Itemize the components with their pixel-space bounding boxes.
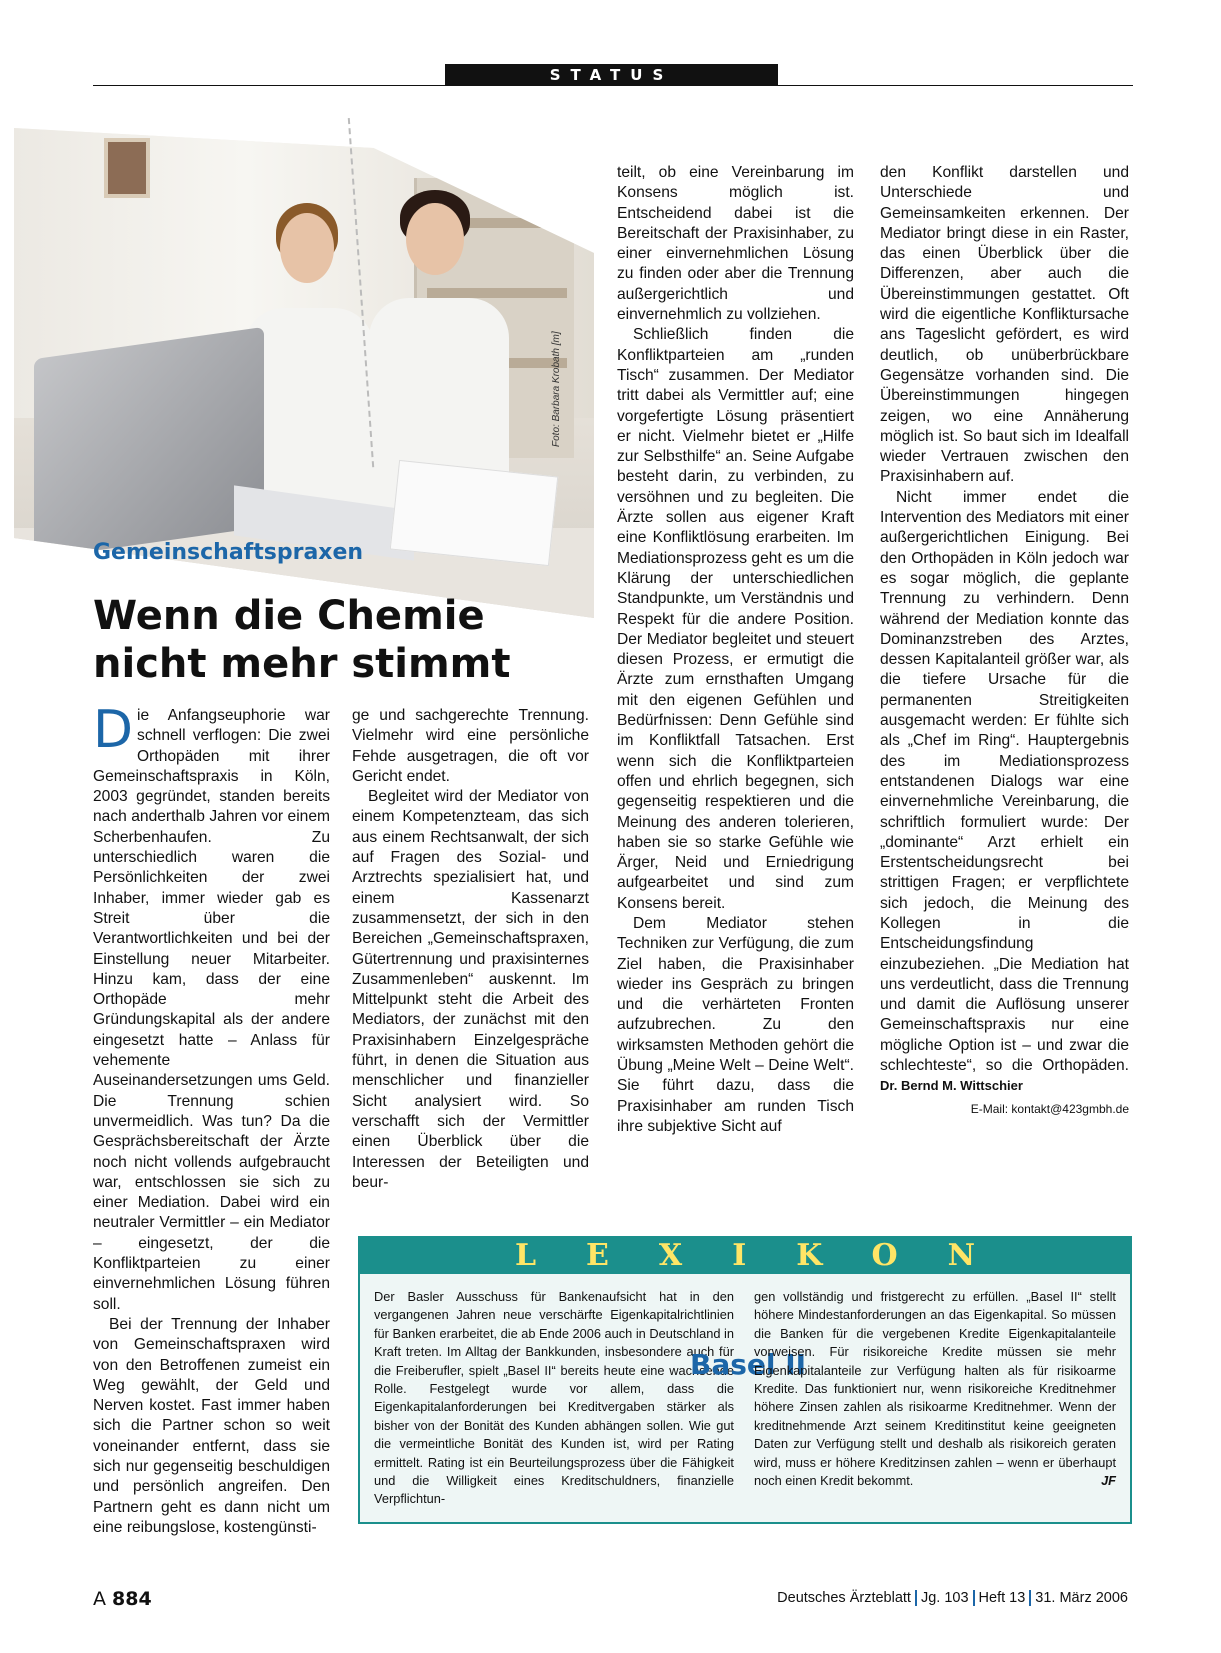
paragraph: den Konflikt darstellen und Unterschiede und Gemeinsamkeiten erkennen. Der Mediator bringt diese in ein Raster, das einen Überblick über die Differenzen, aber auch die Übereinstimmungen gestattet. Oft wird die eigentliche Konfliktursache ans Tageslicht gefördert, es wird deutlich, ob unüberbrückbare Gegensätze vorhanden sind. Die Übereinstimmungen hingegen zeigen, wo eine Annäherung möglich ist. So baut sich im Idealfall wieder Vertrauen zwischen den Praxisinhabern auf.	[880, 164, 1129, 486]
paragraph: ie Anfangseuphorie war schnell verflogen: Die zwei Orthopäden mit ihrer Gemeinschaftspraxis in Köln, 2003 gegründet, standen bereits nach anderthalb Jahren vor einem Scherbenhaufen. Zu unterschiedlich waren die Persönlichkeiten der zwei Inhaber, immer wieder gab es Streit über die Verantwortlichkeiten und bei der Einstellung neuer Mitarbeiter. Hinzu kam, dass der eine Orthopäde mehr Gründungskapital als der andere eingesetzt hatte – Anlass für vehemente Auseinandersetzungen ums Geld. Die Trennung schien unvermeidlich. Was tun? Da die Gesprächsbereitschaft der Ärzte noch nicht vollends aufgebraucht war, entschlossen sie sich zu einer Mediation. Dabei wird ein neutraler Vermittler – ein Mediator – eingesetzt, der die Konfliktparteien zu einer einvernehmlichen Lösung führen soll.	[93, 707, 330, 1313]
footer-citation	[777, 1590, 1128, 1606]
journal-volume: Jg. 103	[920, 1590, 969, 1606]
column-1	[93, 700, 330, 1538]
lexikon-term: Basel II	[690, 1348, 807, 1381]
article-headline: Wenn die Chemie nicht mehr stimmt	[93, 593, 511, 687]
paragraph: Nicht immer endet die Intervention des Mediators mit einer außergerichtlichen Einigung. Bei den Orthopäden in Köln jedoch war es sogar möglich, die geplante Trennung zu verhindern. Denn während der Mediation konnte das Dominanzstreben des Arztes, dessen Kapitalanteil größer war, als die tiefere Ursache für die permanenten Streitigkeiten ausgemacht werden: Er fühlte sich als „Chef im Ring“. Hauptergebnis des im Mediationsprozess entstandenen Dialogs war eine einvernehmliche Vereinbarung, die schriftlich formuliert wurde: Der „dominante“ Arzt erhielt ein Erstentscheidungsrecht bei strittigen Fragen; er verpflichtete sich jedoch, die Meinung des Kollegen in die Entscheidungsfindung einzubeziehen. „Die Mediation hat uns verdeutlicht, dass die Trennung und damit die Auflösung unserer Gemeinschaftspraxis nur eine mögliche Option ist – und zwar die schlechteste“, so die Orthopäden.	[880, 488, 1129, 1075]
paragraph: Schließlich finden die Konfliktparteien am „runden Tisch“ zusammen. Der Mediator tritt dabei als Vermittler auf; eine vorgefertigte Lösung präsentiert er nicht. Vielmehr bietet er „Hilfe zur Selbsthilfe“ an. Seine Aufgabe besteht darin, zu verbinden, zu versöhnen und zu begleiten. Die Ärzte sollen aus eigener Kraft eine Konfliktlösung erarbeiten. Im Mediationsprozess geht es um die Klärung der unterschiedlichen Standpunkte, um Verständnis und Respekt für die andere Position. Der Mediator begleitet und steuert diesen Prozess, er ermutigt die Ärzte zum ernsthaften Umgang mit den eigenen Gefühlen und Bedürfnissen: Denn Gefühle sind im Konfliktfall Tatsachen. Erst wenn sich die Konfliktparteien offen und ehrlich begegnen, sich gegenseitig respektieren und die Meinung des anderen tolerieren, haben sie so starke Gefühle wie Ärger, Neid und Erniedrigung aufgearbeitet und sind zum Konsens bereit.	[617, 326, 854, 912]
page-prefix: A	[93, 1588, 106, 1610]
paragraph: ge und sachgerechte Trennung. Vielmehr wird eine persönliche Fehde ausgetragen, die oft vor Gericht endet.	[352, 707, 589, 785]
column-3	[617, 163, 854, 1137]
journal-date: 31. März 2006	[1035, 1590, 1128, 1606]
paragraph: Begleitet wird der Mediator von einem Kompetenzteam, das sich aus einem Rechtsanwalt, der sich auf Fragen des Sozial- und Arztrechts spezialisiert hat, und einem Kassenarzt zusammensetzt, der sich in den Bereichen „Gemeinschaftspraxen, Gütertrennung und praxisinternes Zusammenleben“ auskennt. Im Mittelpunkt steht die Arbeit des Mediators, der zunächst mit den Praxisinhabern Einzelgespräche führt, in denen die Situation aus menschlicher und finanzieller Sicht analysiert wird. So verschafft sich der Vermittler einen Überblick über die Interessen der Beteiligten und beur-	[352, 788, 589, 1191]
drop-cap: D	[93, 700, 134, 760]
lexikon-initials: JF	[1101, 1473, 1116, 1489]
column-2	[352, 706, 589, 1193]
author-email: E-Mail: kontakt@423gmbh.de	[970, 1101, 1129, 1116]
lexikon-right-paragraph: gen vollständig und fristgerecht zu erfüllen. „Basel II“ stellt höhere Mindestanforderungen an das Eigenkapital. So müssen die Banken für die vergebenen Kredite Eigenkapitalanteile vorweisen. Für risikoreiche Kredite müssen sie mehr Eigenkapitalanteile zur Verfügung halten als für risikoarme Kredite. Das funktioniert nur, wenn risikoreiche Kreditnehmer höhere Zinsen zahlen als risikoarme Kreditnehmer. Wenn der kreditnehmende Arzt seinem Kreditinstitut keine geeigneten Daten zur Verfügung stellt und deshalb als risikoreich geraten wird, muss er höhere Kreditzinsen zahlen – wenn er überhaupt noch einen Kredit bekommt.	[754, 1289, 1116, 1489]
lexikon-right-text	[754, 1288, 1116, 1490]
section-label: STATUS	[445, 64, 778, 86]
photo-credit: Foto: Barbara Krobath [m]	[551, 331, 562, 447]
paragraph: Bei der Trennung der Inhaber von Gemeinschaftspraxen wird von den Betroffenen zumeist ein Weg gewählt, der Geld und Nerven kostet. Fast immer haben sich die Partner schon so weit voneinander entfernt, dass sie sich nur gegenseitig beschuldigen und persönlich angreifen. Den Partnern geht es dann nicht um eine reibungslose, kostengünsti-	[93, 1315, 330, 1536]
page-number	[93, 1588, 152, 1610]
paragraph: Dem Mediator stehen Techniken zur Verfügung, die zum Ziel haben, die Praxisinhaber wieder ins Gespräch zu bringen und die verhärteten Fronten aufzubrechen. Zu den wirksamsten Methoden gehört die Übung „Meine Welt – Deine Welt“. Sie führt dazu, dass die Praxisinhaber am runden Tisch ihre subjektive Sicht auf	[617, 914, 854, 1135]
column-4	[880, 163, 1129, 1119]
lexikon-box	[358, 1236, 1132, 1524]
paragraph: teilt, ob eine Vereinbarung im Konsens möglich ist. Entscheidend dabei ist die Bereitschaft der Praxisinhaber, zu einer einvernehmlichen Lösung zu finden oder aber die Trennung außergerichtlich und einvernehmlich zu vollziehen.	[617, 164, 854, 324]
lexikon-left-text: Der Basler Ausschuss für Bankenaufsicht hat in den vergangenen Jahren neue verschärfte Eigenkapitalrichtlinien für Banken erarbeitet, die ab Ende 2006 auch in Deutschland in Kraft treten. Im Alltag der Bankkunden, insbesondere auch für die Freiberufler, spielt „Basel II“ bereits heute eine wachsende Rolle. Festgelegt wurde vor allem, dass die Eigenkapitalanforderungen bei Kreditvergaben stärker als bisher von der Bonität des Kunden abhängen sollen. Wie gut die vermeintliche Bonität des Kunden ist, wird per Rating ermittelt. Rating ist ein Beurteilungsprozess über die Fähigkeit und die Willigkeit eines Kreditschuldners, finanzielle Verpflichtun-	[374, 1289, 734, 1507]
article-kicker: Gemeinschaftspraxen	[93, 540, 364, 565]
journal-issue: Heft 13	[978, 1590, 1026, 1606]
journal-name: Deutsches Ärzteblatt	[777, 1590, 911, 1606]
page-number-value: 884	[112, 1588, 152, 1610]
lexikon-title: LEXIKON	[360, 1238, 1130, 1274]
author-name: Dr. Bernd M. Wittschier	[880, 1078, 1023, 1094]
